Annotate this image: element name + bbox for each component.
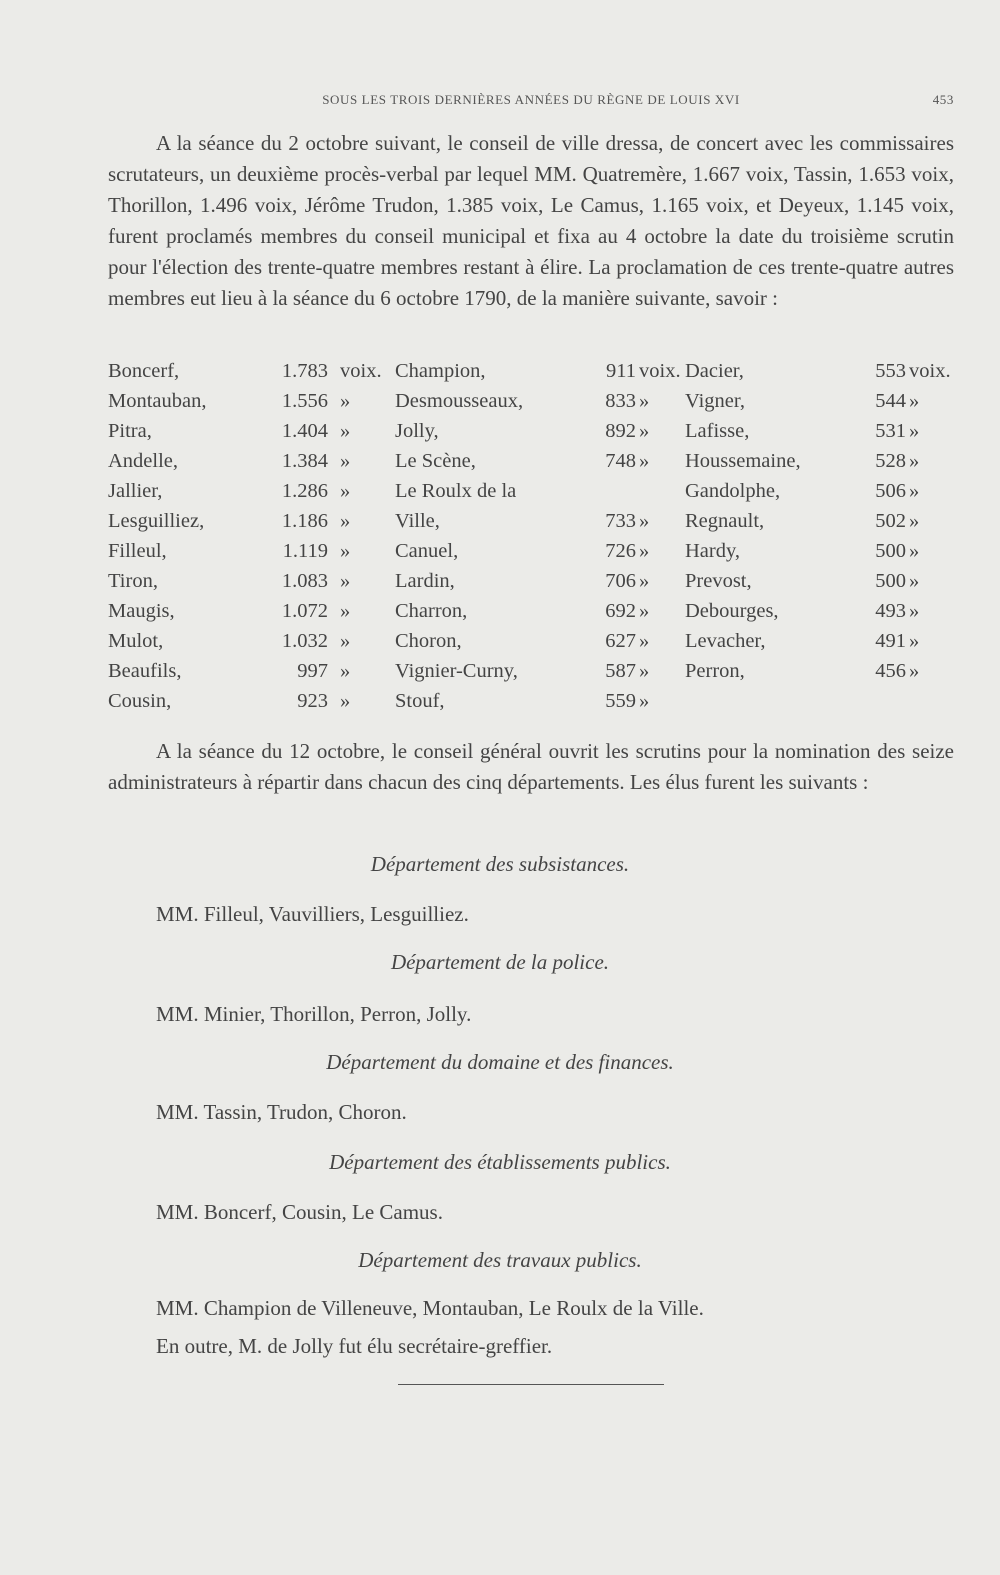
vote-count: 1.032 xyxy=(281,630,328,652)
vote-count: 892 xyxy=(605,420,636,442)
member-name: Mulot, xyxy=(108,630,164,652)
member-name: Montauban, xyxy=(108,390,207,412)
vote-count: 911 xyxy=(606,360,636,382)
vote-count: 491 xyxy=(875,630,906,652)
running-header xyxy=(108,92,954,112)
vote-unit: » xyxy=(340,390,351,412)
vote-unit: » xyxy=(639,420,650,442)
department-title-finances: Département du domaine et des finances. xyxy=(326,1050,674,1074)
vote-count: 456 xyxy=(875,660,906,682)
vote-unit: » xyxy=(909,420,920,442)
vote-count: 502 xyxy=(875,510,906,532)
running-title: SOUS LES TROIS DERNIÈRES ANNÉES DU RÈGNE DE LOUIS XVI xyxy=(322,92,740,107)
vote-count: 1.384 xyxy=(281,450,328,472)
department-members-subsistances: MM. Filleul, Vauvilliers, Lesguilliez. xyxy=(156,902,469,926)
table-row xyxy=(108,360,954,390)
vote-count: 1.186 xyxy=(281,510,328,532)
vote-unit: » xyxy=(639,660,650,682)
vote-unit: » xyxy=(340,480,351,502)
member-name: Prevost, xyxy=(685,570,752,592)
paragraph-proclamation: A la séance du 2 octobre suivant, le conseil de ville dressa, de concert avec les commissaires scrutateurs, un deuxième procès-verbal par lequel MM. Quatremère, 1.667 voix, Tassin, 1.653 voix, Thorillon, 1.496 voix, Jérôme Trudon, 1.385 voix, Le Camus, 1.165 voix, et Deyeux, 1.145 voix, furent proclamés membres du conseil municipal et fixa au 4 octobre la date du troisième scrutin pour l'élection des trente-quatre membres restant à élire. La proclamation de ces trente-quatre autres membres eut lieu à la séance du 6 octobre 1790, de la manière suivante, savoir : xyxy=(108,131,954,310)
member-name: Lafisse, xyxy=(685,420,750,442)
vote-unit: » xyxy=(909,540,920,562)
member-name: Hardy, xyxy=(685,540,741,562)
paragraph-nomination: A la séance du 12 octobre, le conseil général ouvrit les scrutins pour la nomination des seize administrateurs à répartir dans chacun des cinq départements. Les élus furent les suivants : xyxy=(108,739,954,794)
vote-count: 692 xyxy=(605,600,636,622)
vote-unit: » xyxy=(909,570,920,592)
vote-results-table xyxy=(108,360,954,720)
member-name: Lesguilliez, xyxy=(108,510,205,532)
table-row xyxy=(108,480,954,510)
member-name: Beaufils, xyxy=(108,660,182,682)
closing-line: En outre, M. de Jolly fut élu secrétaire-greffier. xyxy=(156,1334,553,1358)
vote-count: 733 xyxy=(605,510,636,532)
department-title-police: Département de la police. xyxy=(390,950,610,974)
member-name: Canuel, xyxy=(395,540,459,562)
vote-unit: » xyxy=(340,450,351,472)
department-title-subsistances: Département des subsistances. xyxy=(370,852,630,876)
member-name: Le Roulx de la xyxy=(395,480,517,502)
member-name: Ville, xyxy=(395,510,440,532)
vote-unit: » xyxy=(340,660,351,682)
vote-unit: voix. xyxy=(909,360,951,382)
member-name: Levacher, xyxy=(685,630,766,652)
member-name: Le Scène, xyxy=(395,450,476,472)
vote-unit: » xyxy=(639,690,650,712)
vote-count: 833 xyxy=(605,390,636,412)
member-name: Boncerf, xyxy=(108,360,180,382)
department-title-etablissements: Département des établissements publics. xyxy=(329,1150,671,1174)
vote-unit: » xyxy=(909,450,920,472)
vote-unit: » xyxy=(340,630,351,652)
vote-unit: » xyxy=(909,630,920,652)
vote-count: 706 xyxy=(605,570,636,592)
department-members-finances: MM. Tassin, Trudon, Choron. xyxy=(156,1100,407,1124)
table-row xyxy=(108,600,954,630)
closing-rule xyxy=(398,1384,664,1385)
vote-count: 531 xyxy=(875,420,906,442)
vote-count: 1.404 xyxy=(281,420,328,442)
member-name: Champion, xyxy=(395,360,486,382)
vote-count: 1.072 xyxy=(281,600,328,622)
vote-count: 500 xyxy=(875,570,906,592)
department-title-travaux: Département des travaux publics. xyxy=(358,1248,642,1272)
vote-unit: » xyxy=(909,510,920,532)
vote-unit: » xyxy=(909,600,920,622)
member-name: Lardin, xyxy=(395,570,455,592)
vote-count: 627 xyxy=(605,630,636,652)
vote-unit: » xyxy=(639,570,650,592)
member-name: Andelle, xyxy=(108,450,179,472)
vote-count: 1.286 xyxy=(281,480,328,502)
member-name: Dacier, xyxy=(685,360,744,382)
vote-unit: » xyxy=(909,660,920,682)
member-name: Jallier, xyxy=(108,480,163,502)
vote-unit: » xyxy=(909,480,920,502)
vote-unit: » xyxy=(639,540,650,562)
member-name: Tiron, xyxy=(108,570,158,592)
member-name: Vignier-Curny, xyxy=(395,660,518,682)
vote-count: 587 xyxy=(605,660,636,682)
vote-unit: » xyxy=(639,450,650,472)
vote-unit: » xyxy=(909,390,920,412)
page-number: 453 xyxy=(932,92,954,107)
table-row xyxy=(108,570,954,600)
vote-count: 493 xyxy=(875,600,906,622)
member-name: Gandolphe, xyxy=(685,480,781,502)
vote-count: 1.556 xyxy=(281,390,328,412)
department-members-police: MM. Minier, Thorillon, Perron, Jolly. xyxy=(156,1002,472,1026)
member-name: Desmousseaux, xyxy=(395,390,524,412)
vote-count: 1.119 xyxy=(282,540,328,562)
vote-unit: » xyxy=(639,390,650,412)
vote-count: 553 xyxy=(875,360,906,382)
table-row xyxy=(108,510,954,540)
vote-unit: » xyxy=(340,690,351,712)
vote-unit: » xyxy=(639,510,650,532)
member-name: Perron, xyxy=(685,660,745,682)
table-row xyxy=(108,450,954,480)
member-name: Filleul, xyxy=(108,540,167,562)
vote-count: 528 xyxy=(875,450,906,472)
member-name: Houssemaine, xyxy=(685,450,801,472)
vote-unit: voix. xyxy=(340,360,382,382)
vote-unit: » xyxy=(340,570,351,592)
vote-count: 559 xyxy=(605,690,636,712)
table-row xyxy=(108,540,954,570)
vote-count: 726 xyxy=(605,540,636,562)
vote-unit: » xyxy=(340,600,351,622)
member-name: Charron, xyxy=(395,600,468,622)
vote-unit: » xyxy=(340,420,351,442)
department-members-etablissements: MM. Boncerf, Cousin, Le Camus. xyxy=(156,1200,443,1224)
member-name: Regnault, xyxy=(685,510,765,532)
vote-count: 1.783 xyxy=(281,360,328,382)
member-name: Pitra, xyxy=(108,420,152,442)
vote-unit: » xyxy=(340,510,351,532)
vote-unit: voix. xyxy=(639,360,681,382)
member-name: Vigner, xyxy=(685,390,745,412)
vote-count: 500 xyxy=(875,540,906,562)
vote-count: 997 xyxy=(297,660,328,682)
vote-count: 1.083 xyxy=(281,570,328,592)
vote-unit: » xyxy=(639,630,650,652)
vote-count: 923 xyxy=(297,690,328,712)
member-name: Maugis, xyxy=(108,600,175,622)
vote-unit: » xyxy=(340,540,351,562)
member-name: Stouf, xyxy=(395,690,445,712)
vote-count: 506 xyxy=(875,480,906,502)
vote-unit: » xyxy=(639,600,650,622)
table-row xyxy=(108,660,954,690)
vote-count: 748 xyxy=(605,450,636,472)
table-row xyxy=(108,630,954,660)
vote-count: 544 xyxy=(875,390,906,412)
department-members-travaux: MM. Champion de Villeneuve, Montauban, Le Roulx de la Ville. xyxy=(156,1296,704,1320)
table-row xyxy=(108,390,954,420)
member-name: Debourges, xyxy=(685,600,779,622)
table-row xyxy=(108,690,954,720)
member-name: Cousin, xyxy=(108,690,172,712)
member-name: Choron, xyxy=(395,630,462,652)
table-row xyxy=(108,420,954,450)
member-name: Jolly, xyxy=(395,420,439,442)
